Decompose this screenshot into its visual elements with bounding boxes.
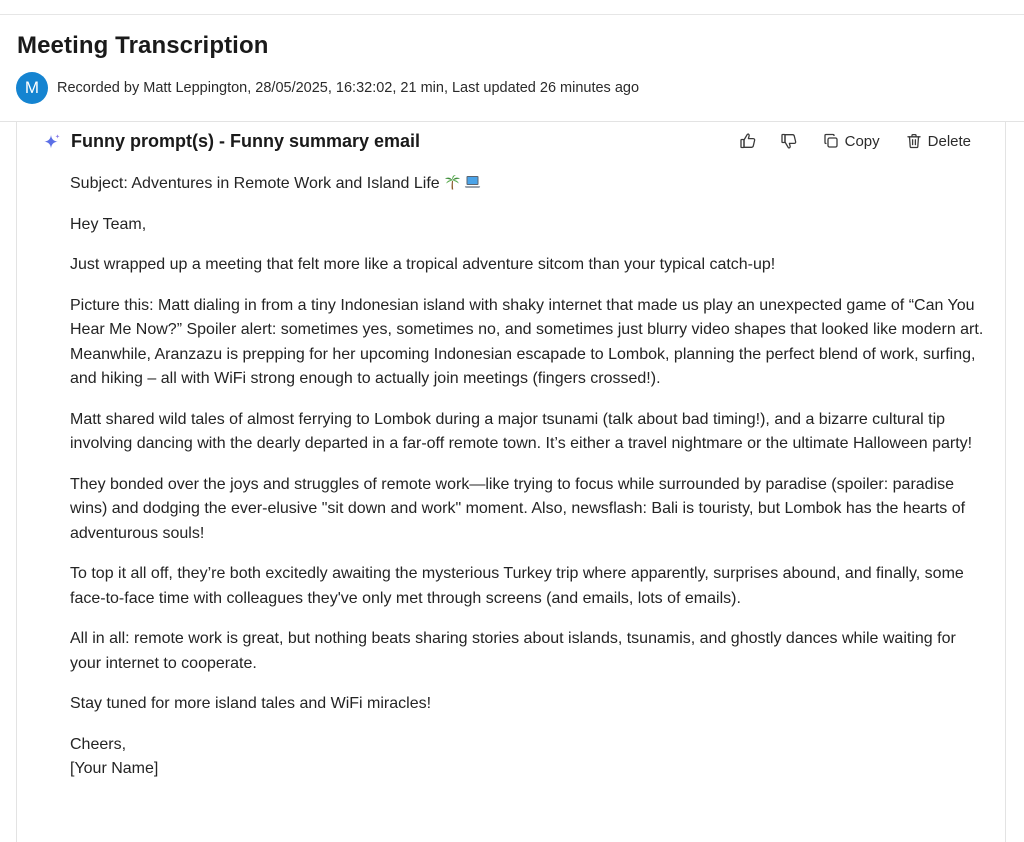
page-title: Meeting Transcription <box>17 32 269 59</box>
summary-card <box>16 122 1006 842</box>
email-paragraph: Picture this: Matt dialing in from a tiny Indonesian island with shaky internet that made us play an unexpected game of “Can You Hear Me Now?” Spoiler alert: sometimes yes, sometimes no, and sometimes just blurry video shapes that looked like modern art. Meanwhile, Aranzazu is prepping for her upcoming Indonesian escapade to Lombok, planning the perfect blend of work, surfing, and hiking – all with WiFi strong enough to actually join meetings (fingers crossed!). <box>70 296 984 387</box>
email-paragraph: To top it all off, they’re both excitedly awaiting the mysterious Turkey trip where apparently, surprises abound, and finally, some face-to-face time with colleagues they've only met through screens (and emails, lots of emails). <box>70 565 964 607</box>
copy-button[interactable] <box>823 133 880 150</box>
recording-meta <box>16 72 639 104</box>
email-subject-line <box>70 172 985 197</box>
thumbs-down-icon <box>780 132 798 150</box>
summary-email-body <box>70 172 985 782</box>
email-greeting: Hey Team, <box>70 215 147 233</box>
email-paragraph: Matt shared wild tales of almost ferrying to Lombok during a major tsunami (talk about bad timing!), and a bizarre cultural tip involving dancing with the dearly departed in a far-off remote town. It’s either a travel nightmare or the ultimate Halloween party! <box>70 410 973 452</box>
copy-icon <box>823 133 839 149</box>
trash-icon <box>906 133 922 149</box>
sparkle-icon <box>42 133 62 153</box>
email-subject: Subject: Adventures in Remote Work and Island Life <box>70 175 440 192</box>
delete-label: Delete <box>927 132 971 150</box>
recording-details: Recorded by Matt Leppington, 28/05/2025, 16:32:02, 21 min, Last updated 26 minutes ago <box>57 80 640 96</box>
top-divider <box>0 14 1024 15</box>
email-paragraph: All in all: remote work is great, but nothing beats sharing stories about islands, tsunamis, and ghostly dances while waiting for your internet to cooperate. <box>70 630 956 672</box>
email-paragraph: Just wrapped up a meeting that felt more like a tropical adventure sitcom than your typical catch-up! <box>70 256 776 273</box>
delete-button[interactable] <box>906 133 971 150</box>
summary-title: Funny prompt(s) - Funny summary email <box>71 131 421 151</box>
laptop-icon <box>464 174 481 190</box>
thumbs-down-button[interactable] <box>780 132 798 150</box>
avatar[interactable]: M <box>16 72 48 104</box>
thumbs-up-icon <box>739 132 757 150</box>
summary-actions <box>739 132 971 150</box>
copy-label: Copy <box>844 132 880 150</box>
email-paragraph: They bonded over the joys and struggles of remote work—like trying to focus while surrounded by paradise (spoiler: paradise wins) and dodging the ever-elusive "sit down and work" moment. Also, newsflash: Bali is touristy, but Lombok has the hearts of adventurous souls! <box>70 475 966 542</box>
palm-tree-icon <box>444 174 460 190</box>
email-signoff: Cheers, <box>70 735 127 753</box>
email-paragraph: Stay tuned for more island tales and WiFi miracles! <box>70 695 432 712</box>
thumbs-up-button[interactable] <box>739 132 757 150</box>
email-signature: [Your Name] <box>70 760 159 777</box>
